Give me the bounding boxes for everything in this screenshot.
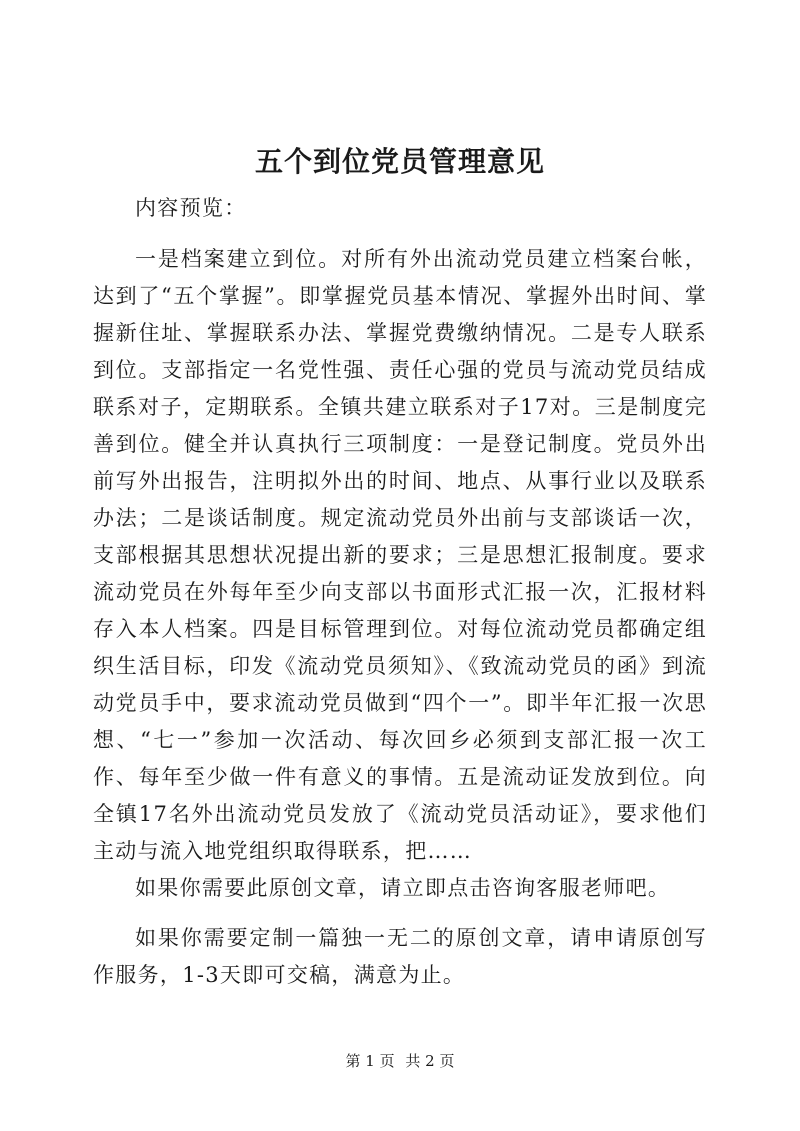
document-content bbox=[93, 190, 707, 994]
custom-writing-link[interactable]: 如果你需要定制一篇独一无二的原创文章，请申请原创写作服务，1-3天即可交稿，满意为止。 bbox=[93, 926, 707, 987]
body-paragraph: 一是档案建立到位。对所有外出流动党员建立档案台帐，达到了“五个掌握”。即掌握党员基本情况、掌握外出时间、掌握新住址、掌握联系办法、掌握党费缴纳情况。二是专人联系到位。支部指定一名党性强、责任心强的党员与流动党员结成联系对子，定期联系。全镇共建立联系对子17对。三是制度完善到位。健全并认真执行三项制度：一是登记制度。党员外出前写外出报告，注明拟外出的时间、地点、从事行业以及联系办法；二是谈话制度。规定流动党员外出前与支部谈话一次，支部根据其思想状况提出新的要求；三是思想汇报制度。要求流动党员在外每年至少向支部以书面形式汇报一次，汇报材料存入本人档案。四是目标管理到位。对每位流动党员都确定组织生活目标，印发《流动党员须知》、《致流动党员的函》到流动党员手中，要求流动党员做到“四个一”。即半年汇报一次思想、“七一”参加一次活动、每次回乡必须到支部汇报一次工作、每年至少做一件有意义的事情。五是流动证发放到位。向全镇17名外出流动党员发放了《流动党员活动证》，要求他们主动与流入地党组织取得联系，把…… bbox=[93, 247, 707, 863]
preview-label: 内容预览： bbox=[135, 196, 247, 220]
page-current: 第 1 页 bbox=[345, 1052, 395, 1070]
page-footer bbox=[0, 1051, 800, 1071]
consult-link[interactable]: 如果你需要此原创文章，请立即点击咨询客服老师吧。 bbox=[135, 876, 671, 900]
page-total: 共 2 页 bbox=[405, 1052, 455, 1070]
document-title: 五个到位党员管理意见 bbox=[254, 145, 545, 178]
